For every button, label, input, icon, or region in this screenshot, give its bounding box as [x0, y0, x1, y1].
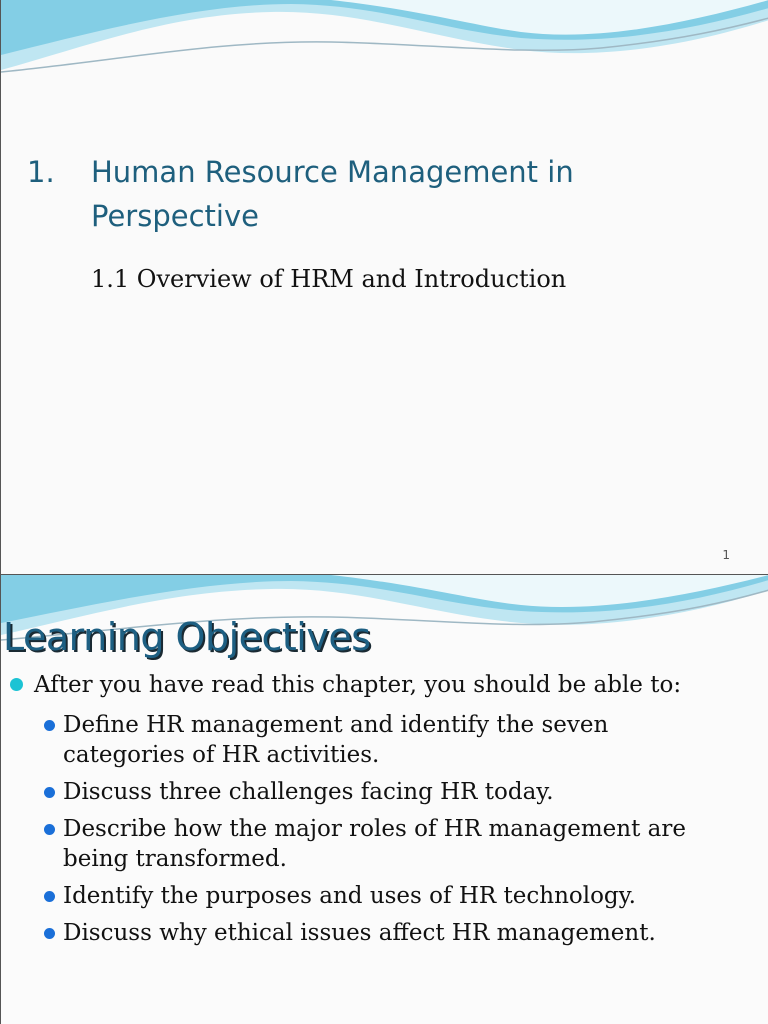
page-number: 1 — [722, 548, 730, 562]
objective-text: Define HR management and identify the seven categories of HR activities. — [63, 712, 609, 768]
slide-2 — [0, 575, 768, 1024]
list-item — [1, 710, 713, 770]
objective-text: Discuss three challenges facing HR today. — [63, 779, 554, 805]
bullet-icon — [44, 891, 55, 902]
slide-subtitle: 1.1 Overview of HRM and Introduction — [91, 265, 567, 293]
slide-title: Learning Objectives — [3, 615, 371, 659]
list-item — [1, 670, 724, 701]
clipart-icon — [181, 1013, 271, 1024]
list-item — [1, 777, 713, 807]
intro-text: After you have read this chapter, you should be able to: — [34, 672, 682, 698]
list-item — [1, 814, 713, 874]
list-item — [1, 918, 713, 948]
bullet-icon — [44, 928, 55, 939]
header-wave-graphic — [1, 0, 768, 90]
bullet-icon — [44, 787, 55, 798]
bullet-icon — [44, 824, 55, 835]
title-text: Human Resource Management in Perspective — [91, 155, 574, 233]
title-number: 1. — [27, 155, 55, 189]
bullet-icon — [10, 678, 23, 691]
bullet-icon — [44, 720, 55, 731]
objectives-list — [1, 670, 768, 948]
objective-text: Describe how the major roles of HR management are being transformed. — [63, 816, 686, 872]
list-item — [1, 881, 713, 911]
objective-text: Discuss why ethical issues affect HR management. — [63, 920, 656, 946]
objective-text: Identify the purposes and uses of HR technology. — [63, 883, 636, 909]
